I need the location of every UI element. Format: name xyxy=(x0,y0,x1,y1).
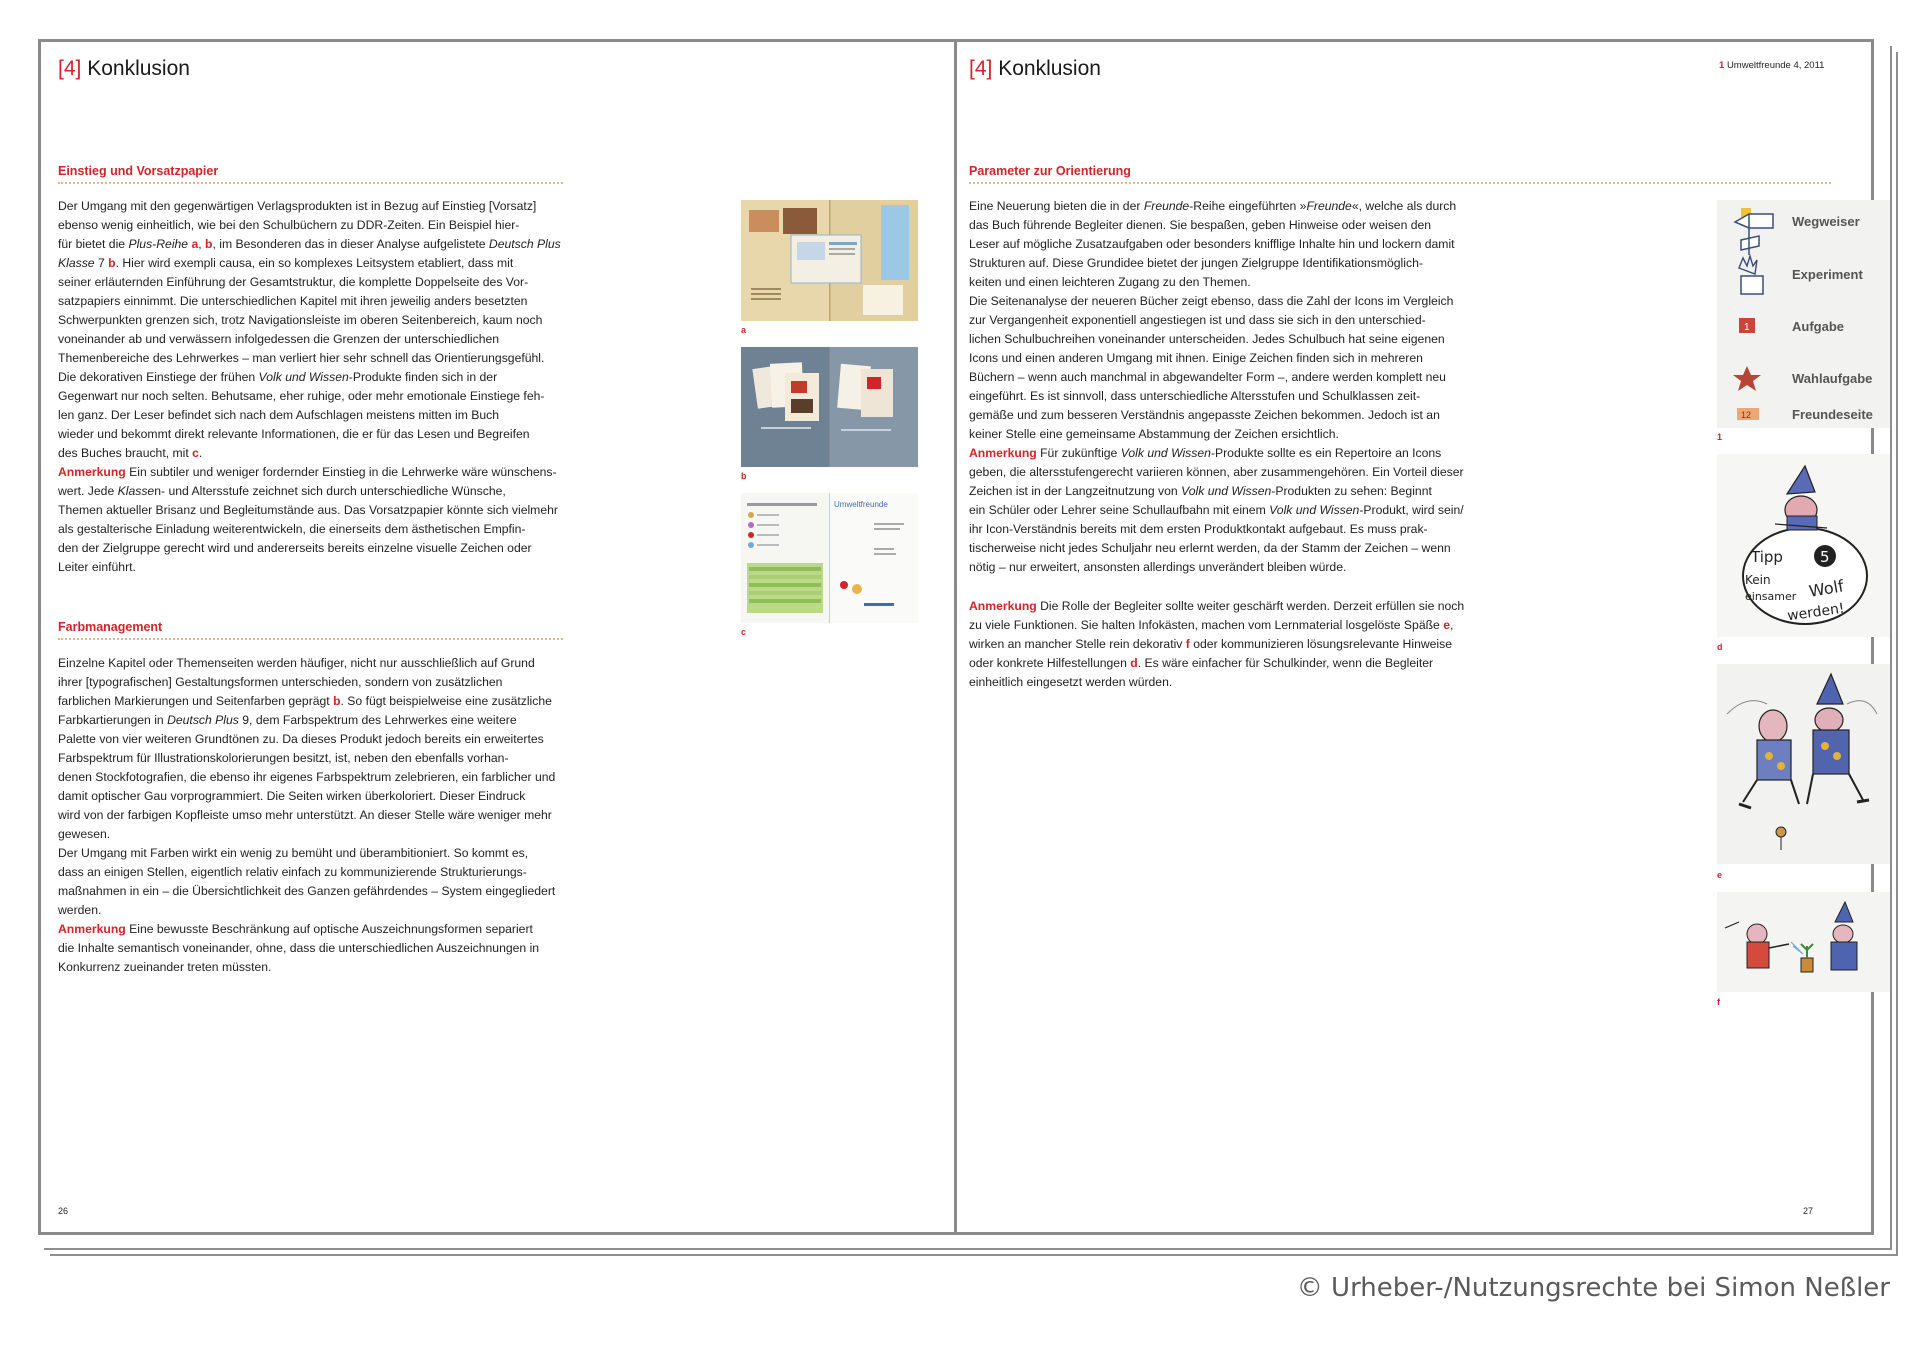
wolf-tipp-illustration xyxy=(1717,454,1890,637)
thumb-c-title: Umweltfreunde xyxy=(834,500,888,509)
text-line: gemäße und zum besseren Verständnis angepasste Zeichen bekommen. Jedoch ist an xyxy=(969,408,1440,422)
text-line: Anmerkung Ein subtiler und weniger fordernder Einstieg in die Lehrwerke wäre wünschens- xyxy=(58,465,557,479)
text-line: Farbspektrum für Illustrationskolorierungen besitzt, ist, neben den ebenfalls vorhan- xyxy=(58,751,509,765)
header-bracket-close: ] xyxy=(986,57,993,80)
icon-legend-image xyxy=(1717,200,1890,428)
section-body-anmerkung xyxy=(969,597,1509,692)
text-line: wird von der farbigen Kopfleiste umso mehr unterstützt. An dieser Stelle wäre weniger mehr xyxy=(58,808,552,822)
page-header xyxy=(969,57,1101,81)
handwritten-wolf: Wolf xyxy=(1807,576,1846,601)
tipp-number: 5 xyxy=(1820,548,1830,566)
legend-aufgabe: Aufgabe xyxy=(1792,319,1844,334)
text-line: für bietet die Plus-Reihe a, b, im Besonderen das in dieser Analyse aufgelistete Deutsch Plus xyxy=(58,237,561,251)
handwritten-werden: werden! xyxy=(1786,600,1846,625)
text-line: wert. Jede Klassen- und Altersstufe zeichnet sich durch unterschiedliche Wünsche, xyxy=(58,484,506,498)
text-line: Konkurrenz zueinander treten müssten. xyxy=(58,960,272,974)
illustration-e-wolves xyxy=(1717,664,1890,864)
header-bracket-open: [ xyxy=(969,57,975,80)
text-line: denen Stockfotografien, die ebenso ihr eigenes Farbspektrum zelebrieren, ein farblicher und xyxy=(58,770,556,784)
text-line: lichen Schulbuchreihen voneinander unterscheiden. Jedes Schulbuch hat seine eigenen xyxy=(969,332,1445,346)
text-line: Themen aktueller Brisanz und Begleitumstände aus. Das Vorsatzpapier könnte sich vielmehr xyxy=(58,503,558,517)
dotted-rule xyxy=(58,638,563,640)
caption-f: f xyxy=(1717,997,1720,1007)
book-spread-image xyxy=(741,493,918,623)
text-line: Leiter einführt. xyxy=(58,560,136,574)
text-line: Die Seitenanalyse der neueren Bücher zeigt ebenso, dass die Zahl der Icons im Vergleich xyxy=(969,294,1454,308)
caption-c: c xyxy=(741,627,747,637)
text-line: das Buch führende Begleiter dienen. Sie bespaßen, geben Hinweise oder weisen den xyxy=(969,218,1432,232)
text-line: damit optischer Gau vorprogrammiert. Die Seiten wirken überkoloriert. Dieser Eindruck xyxy=(58,789,526,803)
header-bracket-open: [ xyxy=(58,57,64,80)
illustration-f-watering xyxy=(1717,892,1890,992)
text-line: tischerweise nicht jedes Schuljahr neu erlernt werden, da der Stamm der Zeichen – wenn xyxy=(969,541,1451,555)
freundeseite-number: 12 xyxy=(1741,410,1752,420)
legend-wegweiser: Wegweiser xyxy=(1792,214,1860,229)
text-line: Anmerkung Die Rolle der Begleiter sollte weiter geschärft werden. Derzeit erfüllen sie noch xyxy=(969,599,1465,613)
text-line: Gegenwart nur noch selten. Behutsame, eher ruhige, oder mehr emotionale Einstiege feh- xyxy=(58,389,545,403)
text-line: Der Umgang mit Farben wirkt ein wenig zu bemüht und überambitioniert. So kommt es, xyxy=(58,846,529,860)
text-line: maßnahmen in ein – die Übersichtlichkeit des Ganzen gefährdendes – System eingegliedert xyxy=(58,884,556,898)
text-line: Icons und einen anderen Umgang mit ihnen. Einige Zeichen finden sich in mehreren xyxy=(969,351,1423,365)
page-number: 26 xyxy=(58,1206,69,1216)
text-line: keiner Stelle eine gemeinsame Abstammung der Zeichen ersichtlich. xyxy=(969,427,1339,441)
illustration-d-tipp xyxy=(1717,454,1890,637)
text-line: Büchern – wenn auch manchmal in abgewandelter Form –, andere werden komplett neu xyxy=(969,370,1446,384)
right-page xyxy=(957,42,1871,1232)
chapter-number: 4 xyxy=(63,57,76,80)
source-number: 1 xyxy=(1719,60,1725,71)
text-line: die Inhalte semantisch voneinander, ohne, dass die unterschiedlichen Auszeichnungen in xyxy=(58,941,540,955)
text-line: als gestalterische Einladung weiterentwickeln, die einerseits dem ästhetischen Empfin- xyxy=(58,522,526,536)
caption-b: b xyxy=(741,471,747,481)
text-line: ein Schüler oder Lehrer seine Schullaufbahn mit einem Volk und Wissen-Produkt, wird sein/ xyxy=(969,503,1464,517)
caption-e: e xyxy=(1717,870,1723,880)
text-line: Themenbereiche des Lehrwerkes – man verliert hier sehr schnell das Orientierungsgefühl. xyxy=(58,351,545,365)
text-line: wieder und bekommt direkt relevante Informationen, die er für das Lesen und Begreifen xyxy=(58,427,530,441)
text-line: einheitlich eingesetzt werden würden. xyxy=(969,675,1173,689)
section-body-einstieg xyxy=(58,197,598,577)
section-title-einstieg: Einstieg und Vorsatzpapier xyxy=(58,164,219,178)
text-line: ihrer [typografischen] Gestaltungsformen unterschieden, sondern von zusätzlichen xyxy=(58,675,503,689)
copyright-notice: © Urheber-/Nutzungsrechte bei Simon Neßler xyxy=(1296,1273,1890,1303)
text-line: geben, die altersstufengerecht variieren können, aber zusammengehören. Ein Vorteil dieser xyxy=(969,465,1464,479)
text-line: Die dekorativen Einstiege der frühen Volk und Wissen-Produkte finden sich in der xyxy=(58,370,498,384)
legend-experiment: Experiment xyxy=(1792,267,1863,282)
text-line: Klasse 7 b. Hier wird exempli causa, ein so komplexes Leitsystem etabliert, dass mit xyxy=(58,256,514,270)
text-line: Zeichen ist in der Langzeitnutzung von Volk und Wissen-Produkten zu sehen: Beginnt xyxy=(969,484,1432,498)
text-line: keiten und einen leichteren Zugang zu den Themen. xyxy=(969,275,1251,289)
icon-legend-illustration xyxy=(1717,200,1890,428)
chapter-number: 4 xyxy=(974,57,987,80)
thumbnail-c-spread xyxy=(741,493,918,623)
text-line: nötig – nur erweitert, ansonsten allerdings unverändert bleiben würde. xyxy=(969,560,1347,574)
text-line: Der Umgang mit den gegenwärtigen Verlagsprodukten ist in Bezug auf Einstieg [Vorsatz] xyxy=(58,199,537,213)
source-note xyxy=(1719,60,1824,71)
text-line: zur Vergangenheit exponentiell angestiegen ist und dass sie sich in den unterschied- xyxy=(969,313,1426,327)
text-line: des Buches braucht, mit c. xyxy=(58,446,203,460)
text-line: eingeführt. Es ist sinnvoll, dass unterschiedliche Altersstufen und Schulklassen zeit- xyxy=(969,389,1421,403)
text-line: ebenso wenig einheitlich, wie bei den Schulbüchern zu DDR-Zeiten. Ein Beispiel hier- xyxy=(58,218,520,232)
text-line: Palette von vier weiteren Grundtönen zu. Da dieses Produkt jedoch bereits ein erweitertes xyxy=(58,732,544,746)
text-line: dass an einigen Stellen, eigentlich relativ einfach zu kommunizierende Strukturierungs- xyxy=(58,865,527,879)
book-spread xyxy=(38,39,1874,1235)
text-line: voneinander ab und verwässern infolgedessen die Grenzen der unterschiedlichen xyxy=(58,332,500,346)
text-line: Strukturen auf. Diese Grundidee bietet der jungen Zielgruppe Identifikationsmöglich- xyxy=(969,256,1423,270)
section-body-parameter xyxy=(969,197,1509,577)
thumbnail-a-spread xyxy=(741,200,918,321)
page-number: 27 xyxy=(1803,1206,1814,1216)
caption-d: d xyxy=(1717,642,1723,652)
text-line: werden. xyxy=(58,903,102,917)
text-line: wirken an mancher Stelle rein dekorativ f oder kommunizieren lösungsrelevante Hinweise xyxy=(969,637,1453,651)
dotted-rule xyxy=(969,182,1831,184)
text-line: Farbkartierungen in Deutsch Plus 9, dem Farbspektrum des Lehrwerkes eine weitere xyxy=(58,713,517,727)
left-page xyxy=(41,42,954,1232)
dancing-wolves-illustration xyxy=(1717,664,1890,864)
text-line: Anmerkung Für zukünftige Volk und Wissen-Produkte sollte es ein Repertoire an Icons xyxy=(969,446,1442,460)
text-line: Einzelne Kapitel oder Themenseiten werden häufiger, nicht nur ausschließlich auf Grund xyxy=(58,656,535,670)
legend-wahlaufgabe: Wahlaufgabe xyxy=(1792,371,1873,386)
header-bracket-close: ] xyxy=(75,57,82,80)
tipp-label: Tipp xyxy=(1751,548,1783,566)
text-line: Schwerpunkten grenzen sich, trotz Navigationsleiste im oberen Seitenbereich, kaum noch xyxy=(58,313,543,327)
text-line: gewesen. xyxy=(58,827,111,841)
text-line: zu viele Funktionen. Sie halten Infokästen, machen vom Lernmaterial losgelöste Späße e, xyxy=(969,618,1454,632)
dotted-rule xyxy=(58,182,563,184)
source-text: Umweltfreunde 4, 2011 xyxy=(1726,60,1825,71)
book-spread-image xyxy=(741,347,918,467)
text-line: farblichen Markierungen und Seitenfarben geprägt b. So fügt beispielweise eine zusätzliche xyxy=(58,694,552,708)
chapter-title: Konklusion xyxy=(998,57,1101,80)
book-spread-image xyxy=(741,200,918,321)
caption-1: 1 xyxy=(1717,432,1723,442)
section-title-parameter: Parameter zur Orientierung xyxy=(969,164,1131,178)
text-line: Eine Neuerung bieten die in der Freunde-Reihe eingeführten »Freunde«, welche als durch xyxy=(969,199,1457,213)
handwritten-einsamer: einsamer xyxy=(1745,590,1797,603)
thumbnail-b-spread xyxy=(741,347,918,467)
page-header xyxy=(58,57,190,81)
caption-a: a xyxy=(741,325,747,335)
watering-plant-illustration xyxy=(1717,892,1890,992)
text-line: Leser auf mögliche Zusatzaufgaben oder besonders knifflige Inhalte hin und lockern damit xyxy=(969,237,1455,251)
text-line: Anmerkung Eine bewusste Beschränkung auf optische Auszeichnungsformen separiert xyxy=(58,922,533,936)
chapter-title: Konklusion xyxy=(87,57,190,80)
text-line: len ganz. Der Leser befindet sich nach dem Aufschlagen meistens mitten im Buch xyxy=(58,408,500,422)
handwritten-kein: Kein xyxy=(1745,573,1771,587)
section-body-farbmanagement xyxy=(58,654,598,977)
aufgabe-number: 1 xyxy=(1744,322,1750,333)
text-line: oder konkrete Hilfestellungen d. Es wäre einfacher für Schulkinder, wenn die Begleiter xyxy=(969,656,1434,670)
text-line: den der Zielgruppe gerecht wird und andererseits bereits einzelne visuelle Zeichen oder xyxy=(58,541,532,555)
text-line: ihr Icon-Verständnis bereits mit dem ersten Produktkontakt aufgebaut. Es muss prak- xyxy=(969,522,1428,536)
text-line: seiner erläuternden Einführung der Gesamtstruktur, die komplette Doppelseite des Vor- xyxy=(58,275,529,289)
text-line: satzpapiers einnimmt. Die unterschiedlichen Kapitel mit ihren jeweilig anders besetzten xyxy=(58,294,528,308)
legend-freundeseite: Freundeseite xyxy=(1792,407,1873,422)
section-title-farbmanagement: Farbmanagement xyxy=(58,620,163,634)
